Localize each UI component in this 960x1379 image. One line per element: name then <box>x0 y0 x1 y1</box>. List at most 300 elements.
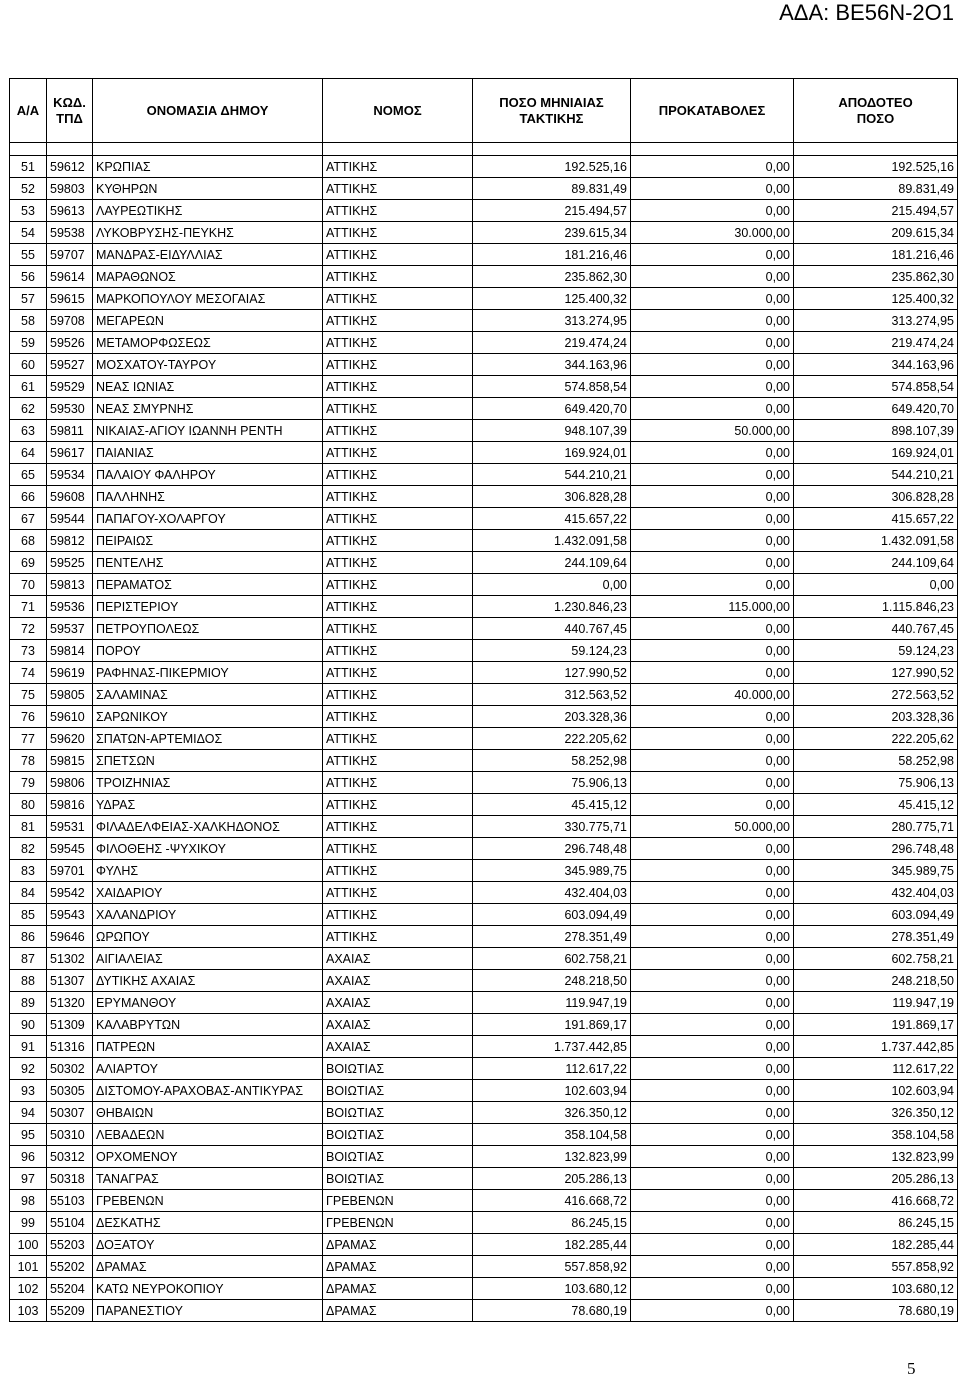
row-municipality: ΚΑΤΩ ΝΕΥΡΟΚΟΠΙΟΥ <box>93 1278 323 1300</box>
table-row <box>10 684 958 706</box>
row-prefecture: ΔΡΑΜΑΣ <box>323 1278 473 1300</box>
row-code: 55103 <box>47 1190 93 1212</box>
row-number: 100 <box>10 1234 47 1256</box>
row-prefecture: ΒΟΙΩΤΙΑΣ <box>323 1102 473 1124</box>
row-number: 89 <box>10 992 47 1014</box>
row-municipality: ΑΛΙΑΡΤΟΥ <box>93 1058 323 1080</box>
row-number: 85 <box>10 904 47 926</box>
row-payable-amount: 235.862,30 <box>794 266 958 288</box>
row-municipality: ΘΗΒΑΙΩΝ <box>93 1102 323 1124</box>
row-monthly-amount: 235.862,30 <box>473 266 631 288</box>
row-code: 51309 <box>47 1014 93 1036</box>
table-row <box>10 398 958 420</box>
row-municipality: ΠΑΛΛΗΝΗΣ <box>93 486 323 508</box>
row-number: 87 <box>10 948 47 970</box>
row-monthly-amount: 75.906,13 <box>473 772 631 794</box>
table-row <box>10 970 958 992</box>
row-payable-amount: 86.245,15 <box>794 1212 958 1234</box>
row-municipality: ΛΑΥΡΕΩΤΙΚΗΣ <box>93 200 323 222</box>
row-monthly-amount: 203.328,36 <box>473 706 631 728</box>
row-municipality: ΝΙΚΑΙΑΣ-ΑΓΙΟΥ ΙΩΑΝΝΗ ΡΕΝΤΗ <box>93 420 323 442</box>
row-advances: 0,00 <box>631 486 794 508</box>
row-number: 54 <box>10 222 47 244</box>
row-number: 84 <box>10 882 47 904</box>
row-municipality: ΔΟΞΑΤΟΥ <box>93 1234 323 1256</box>
row-number: 88 <box>10 970 47 992</box>
row-monthly-amount: 432.404,03 <box>473 882 631 904</box>
row-payable-amount: 416.668,72 <box>794 1190 958 1212</box>
row-payable-amount: 313.274,95 <box>794 310 958 332</box>
row-advances: 0,00 <box>631 552 794 574</box>
table-row <box>10 486 958 508</box>
row-code: 59542 <box>47 882 93 904</box>
row-payable-amount: 1.432.091,58 <box>794 530 958 552</box>
row-advances: 0,00 <box>631 772 794 794</box>
row-monthly-amount: 45.415,12 <box>473 794 631 816</box>
row-code: 55104 <box>47 1212 93 1234</box>
row-monthly-amount: 215.494,57 <box>473 200 631 222</box>
row-prefecture: ΑΤΤΙΚΗΣ <box>323 244 473 266</box>
row-advances: 0,00 <box>631 750 794 772</box>
row-payable-amount: 181.216,46 <box>794 244 958 266</box>
row-prefecture: ΔΡΑΜΑΣ <box>323 1256 473 1278</box>
row-prefecture: ΑΤΤΙΚΗΣ <box>323 442 473 464</box>
row-monthly-amount: 948.107,39 <box>473 420 631 442</box>
row-municipality: ΧΑΛΑΝΔΡΙΟΥ <box>93 904 323 926</box>
row-prefecture: ΑΤΤΙΚΗΣ <box>323 684 473 706</box>
row-advances: 0,00 <box>631 860 794 882</box>
row-number: 75 <box>10 684 47 706</box>
row-payable-amount: 345.989,75 <box>794 860 958 882</box>
row-code: 51316 <box>47 1036 93 1058</box>
row-advances: 0,00 <box>631 1124 794 1146</box>
row-municipality: ΓΡΕΒΕΝΩΝ <box>93 1190 323 1212</box>
row-number: 78 <box>10 750 47 772</box>
row-number: 71 <box>10 596 47 618</box>
row-number: 59 <box>10 332 47 354</box>
row-advances: 0,00 <box>631 706 794 728</box>
row-monthly-amount: 557.858,92 <box>473 1256 631 1278</box>
row-code: 59538 <box>47 222 93 244</box>
row-prefecture: ΑΤΤΙΚΗΣ <box>323 574 473 596</box>
row-prefecture: ΑΧΑΙΑΣ <box>323 992 473 1014</box>
row-monthly-amount: 312.563,52 <box>473 684 631 706</box>
row-advances: 0,00 <box>631 574 794 596</box>
table-row <box>10 838 958 860</box>
row-advances: 40.000,00 <box>631 684 794 706</box>
row-monthly-amount: 248.218,50 <box>473 970 631 992</box>
row-municipality: ΑΙΓΙΑΛΕΙΑΣ <box>93 948 323 970</box>
row-advances: 0,00 <box>631 838 794 860</box>
row-code: 59815 <box>47 750 93 772</box>
row-municipality: ΤΑΝΑΓΡΑΣ <box>93 1168 323 1190</box>
row-municipality: ΜΕΤΑΜΟΡΦΩΣΕΩΣ <box>93 332 323 354</box>
row-monthly-amount: 440.767,45 <box>473 618 631 640</box>
row-advances: 0,00 <box>631 200 794 222</box>
row-payable-amount: 557.858,92 <box>794 1256 958 1278</box>
row-monthly-amount: 58.252,98 <box>473 750 631 772</box>
row-code: 59620 <box>47 728 93 750</box>
row-code: 55204 <box>47 1278 93 1300</box>
row-monthly-amount: 244.109,64 <box>473 552 631 574</box>
row-advances: 0,00 <box>631 464 794 486</box>
row-prefecture: ΑΤΤΙΚΗΣ <box>323 156 473 178</box>
table-row <box>10 794 958 816</box>
row-municipality: ΠΕΤΡΟΥΠΟΛΕΩΣ <box>93 618 323 640</box>
row-code: 59613 <box>47 200 93 222</box>
table-row <box>10 816 958 838</box>
row-monthly-amount: 603.094,49 <box>473 904 631 926</box>
row-code: 59614 <box>47 266 93 288</box>
row-monthly-amount: 602.758,21 <box>473 948 631 970</box>
row-prefecture: ΑΤΤΙΚΗΣ <box>323 882 473 904</box>
row-municipality: ΜΑΡΚΟΠΟΥΛΟΥ ΜΕΣΟΓΑΙΑΣ <box>93 288 323 310</box>
table-row <box>10 200 958 222</box>
row-municipality: ΠΕΝΤΕΛΗΣ <box>93 552 323 574</box>
table-row <box>10 1014 958 1036</box>
row-payable-amount: 125.400,32 <box>794 288 958 310</box>
table-row <box>10 728 958 750</box>
row-payable-amount: 215.494,57 <box>794 200 958 222</box>
row-advances: 0,00 <box>631 882 794 904</box>
row-monthly-amount: 544.210,21 <box>473 464 631 486</box>
table-row <box>10 266 958 288</box>
row-payable-amount: 603.094,49 <box>794 904 958 926</box>
row-code: 59811 <box>47 420 93 442</box>
row-prefecture: ΑΤΤΙΚΗΣ <box>323 926 473 948</box>
row-payable-amount: 602.758,21 <box>794 948 958 970</box>
row-prefecture: ΑΤΤΙΚΗΣ <box>323 552 473 574</box>
column-header-payable-amount: ΑΠΟΔΟΤΕΟ ΠΟΣΟ <box>794 79 958 143</box>
row-monthly-amount: 102.603,94 <box>473 1080 631 1102</box>
row-code: 50302 <box>47 1058 93 1080</box>
row-municipality: ΣΑΡΩΝΙΚΟΥ <box>93 706 323 728</box>
row-prefecture: ΑΧΑΙΑΣ <box>323 1036 473 1058</box>
row-advances: 0,00 <box>631 530 794 552</box>
row-advances: 0,00 <box>631 442 794 464</box>
row-prefecture: ΑΤΤΙΚΗΣ <box>323 728 473 750</box>
row-code: 59619 <box>47 662 93 684</box>
row-monthly-amount: 112.617,22 <box>473 1058 631 1080</box>
row-code: 59545 <box>47 838 93 860</box>
row-prefecture: ΒΟΙΩΤΙΑΣ <box>323 1080 473 1102</box>
table-row <box>10 1190 958 1212</box>
row-prefecture: ΑΤΤΙΚΗΣ <box>323 266 473 288</box>
row-payable-amount: 127.990,52 <box>794 662 958 684</box>
table-row <box>10 464 958 486</box>
row-number: 66 <box>10 486 47 508</box>
row-code: 59708 <box>47 310 93 332</box>
table-row <box>10 948 958 970</box>
row-payable-amount: 649.420,70 <box>794 398 958 420</box>
row-prefecture: ΑΤΤΙΚΗΣ <box>323 200 473 222</box>
row-code: 51307 <box>47 970 93 992</box>
row-payable-amount: 440.767,45 <box>794 618 958 640</box>
row-municipality: ΜΕΓΑΡΕΩΝ <box>93 310 323 332</box>
row-prefecture: ΑΤΤΙΚΗΣ <box>323 420 473 442</box>
row-municipality: ΠΑΙΑΝΙΑΣ <box>93 442 323 464</box>
row-number: 101 <box>10 1256 47 1278</box>
row-number: 91 <box>10 1036 47 1058</box>
row-municipality: ΝΕΑΣ ΙΩΝΙΑΣ <box>93 376 323 398</box>
table-row <box>10 1146 958 1168</box>
table-row <box>10 178 958 200</box>
row-municipality: ΜΟΣΧΑΤΟΥ-ΤΑΥΡΟΥ <box>93 354 323 376</box>
row-number: 68 <box>10 530 47 552</box>
table-row <box>10 1278 958 1300</box>
row-monthly-amount: 78.680,19 <box>473 1300 631 1322</box>
municipality-payments-table <box>9 78 958 1322</box>
row-monthly-amount: 205.286,13 <box>473 1168 631 1190</box>
row-prefecture: ΑΤΤΙΚΗΣ <box>323 178 473 200</box>
row-number: 82 <box>10 838 47 860</box>
row-number: 53 <box>10 200 47 222</box>
row-advances: 0,00 <box>631 992 794 1014</box>
row-number: 77 <box>10 728 47 750</box>
row-municipality: ΠΕΡΙΣΤΕΡΙΟΥ <box>93 596 323 618</box>
row-municipality: ΜΑΡΑΘΩΝΟΣ <box>93 266 323 288</box>
row-number: 72 <box>10 618 47 640</box>
row-payable-amount: 272.563,52 <box>794 684 958 706</box>
row-payable-amount: 306.828,28 <box>794 486 958 508</box>
row-monthly-amount: 296.748,48 <box>473 838 631 860</box>
table-row <box>10 1058 958 1080</box>
row-municipality: ΦΙΛΟΘΕΗΣ -ΨΥΧΙΚΟΥ <box>93 838 323 860</box>
row-advances: 0,00 <box>631 310 794 332</box>
row-prefecture: ΒΟΙΩΤΙΑΣ <box>323 1168 473 1190</box>
row-prefecture: ΑΤΤΙΚΗΣ <box>323 772 473 794</box>
page-number: 5 <box>907 1359 916 1378</box>
row-number: 52 <box>10 178 47 200</box>
row-code: 59812 <box>47 530 93 552</box>
table-row <box>10 222 958 244</box>
row-prefecture: ΑΤΤΙΚΗΣ <box>323 750 473 772</box>
row-number: 58 <box>10 310 47 332</box>
row-advances: 0,00 <box>631 1036 794 1058</box>
row-municipality: ΝΕΑΣ ΣΜΥΡΝΗΣ <box>93 398 323 420</box>
column-header-aa: Α/Α <box>10 79 47 143</box>
row-code: 59525 <box>47 552 93 574</box>
table-row <box>10 1036 958 1058</box>
table-row <box>10 992 958 1014</box>
table-row <box>10 442 958 464</box>
row-payable-amount: 75.906,13 <box>794 772 958 794</box>
row-payable-amount: 203.328,36 <box>794 706 958 728</box>
row-prefecture: ΑΤΤΙΚΗΣ <box>323 860 473 882</box>
row-payable-amount: 205.286,13 <box>794 1168 958 1190</box>
row-prefecture: ΑΤΤΙΚΗΣ <box>323 618 473 640</box>
row-prefecture: ΑΤΤΙΚΗΣ <box>323 794 473 816</box>
row-payable-amount: 45.415,12 <box>794 794 958 816</box>
row-monthly-amount: 59.124,23 <box>473 640 631 662</box>
row-code: 59610 <box>47 706 93 728</box>
row-monthly-amount: 345.989,75 <box>473 860 631 882</box>
row-municipality: ΧΑΙΔΑΡΙΟΥ <box>93 882 323 904</box>
column-header-municipality: ΟΝΟΜΑΣΙΑ ΔΗΜΟΥ <box>93 79 323 143</box>
column-header-code: ΚΩΔ. ΤΠΔ <box>47 79 93 143</box>
row-monthly-amount: 326.350,12 <box>473 1102 631 1124</box>
row-prefecture: ΑΤΤΙΚΗΣ <box>323 904 473 926</box>
row-advances: 0,00 <box>631 970 794 992</box>
row-code: 51302 <box>47 948 93 970</box>
column-header-prefecture: ΝΟΜΟΣ <box>323 79 473 143</box>
row-advances: 0,00 <box>631 1168 794 1190</box>
row-municipality: ΥΔΡΑΣ <box>93 794 323 816</box>
row-code: 59646 <box>47 926 93 948</box>
row-monthly-amount: 181.216,46 <box>473 244 631 266</box>
spacer-row <box>10 143 958 156</box>
row-monthly-amount: 306.828,28 <box>473 486 631 508</box>
row-monthly-amount: 239.615,34 <box>473 222 631 244</box>
row-monthly-amount: 219.474,24 <box>473 332 631 354</box>
row-municipality: ΠΑΛΑΙΟΥ ΦΑΛΗΡΟΥ <box>93 464 323 486</box>
row-payable-amount: 112.617,22 <box>794 1058 958 1080</box>
row-code: 59526 <box>47 332 93 354</box>
row-payable-amount: 89.831,49 <box>794 178 958 200</box>
row-monthly-amount: 103.680,12 <box>473 1278 631 1300</box>
row-advances: 0,00 <box>631 794 794 816</box>
row-payable-amount: 574.858,54 <box>794 376 958 398</box>
row-advances: 30.000,00 <box>631 222 794 244</box>
row-number: 55 <box>10 244 47 266</box>
row-number: 67 <box>10 508 47 530</box>
row-prefecture: ΑΤΤΙΚΗΣ <box>323 508 473 530</box>
row-number: 64 <box>10 442 47 464</box>
row-advances: 0,00 <box>631 1256 794 1278</box>
table-row <box>10 354 958 376</box>
table-row <box>10 1300 958 1322</box>
row-prefecture: ΑΤΤΙΚΗΣ <box>323 354 473 376</box>
row-number: 73 <box>10 640 47 662</box>
table-row <box>10 1080 958 1102</box>
row-prefecture: ΓΡΕΒΕΝΩΝ <box>323 1190 473 1212</box>
row-municipality: ΠΟΡΟΥ <box>93 640 323 662</box>
table-row <box>10 596 958 618</box>
row-number: 79 <box>10 772 47 794</box>
row-municipality: ΠΑΡΑΝΕΣΤΙΟΥ <box>93 1300 323 1322</box>
row-municipality: ΔΙΣΤΟΜΟΥ-ΑΡΑΧΟΒΑΣ-ΑΝΤΙΚΥΡΑΣ <box>93 1080 323 1102</box>
row-prefecture: ΔΡΑΜΑΣ <box>323 1300 473 1322</box>
row-prefecture: ΑΤΤΙΚΗΣ <box>323 376 473 398</box>
row-advances: 50.000,00 <box>631 816 794 838</box>
row-payable-amount: 209.615,34 <box>794 222 958 244</box>
row-monthly-amount: 182.285,44 <box>473 1234 631 1256</box>
row-monthly-amount: 191.869,17 <box>473 1014 631 1036</box>
table-row <box>10 926 958 948</box>
row-advances: 0,00 <box>631 1190 794 1212</box>
table-row <box>10 420 958 442</box>
row-number: 99 <box>10 1212 47 1234</box>
row-payable-amount: 222.205,62 <box>794 728 958 750</box>
row-advances: 50.000,00 <box>631 420 794 442</box>
row-payable-amount: 244.109,64 <box>794 552 958 574</box>
header-row <box>10 79 958 143</box>
ada-code: ΑΔΑ: ΒΕ56Ν-2Ο1 <box>779 0 954 25</box>
row-payable-amount: 544.210,21 <box>794 464 958 486</box>
row-code: 59803 <box>47 178 93 200</box>
row-advances: 0,00 <box>631 926 794 948</box>
row-payable-amount: 898.107,39 <box>794 420 958 442</box>
table-row <box>10 310 958 332</box>
row-number: 95 <box>10 1124 47 1146</box>
table-row <box>10 552 958 574</box>
row-number: 76 <box>10 706 47 728</box>
row-number: 93 <box>10 1080 47 1102</box>
row-number: 69 <box>10 552 47 574</box>
row-municipality: ΚΑΛΑΒΡΥΤΩΝ <box>93 1014 323 1036</box>
row-number: 80 <box>10 794 47 816</box>
row-code: 59530 <box>47 398 93 420</box>
row-monthly-amount: 169.924,01 <box>473 442 631 464</box>
row-municipality: ΟΡΧΟΜΕΝΟΥ <box>93 1146 323 1168</box>
row-prefecture: ΑΤΤΙΚΗΣ <box>323 662 473 684</box>
row-municipality: ΣΠΑΤΩΝ-ΑΡΤΕΜΙΔΟΣ <box>93 728 323 750</box>
row-number: 57 <box>10 288 47 310</box>
row-code: 59612 <box>47 156 93 178</box>
row-payable-amount: 280.775,71 <box>794 816 958 838</box>
table-row <box>10 156 958 178</box>
table-row <box>10 1256 958 1278</box>
row-code: 55209 <box>47 1300 93 1322</box>
row-municipality: ΚΥΘΗΡΩΝ <box>93 178 323 200</box>
row-municipality: ΠΑΠΑΓΟΥ-ΧΟΛΑΡΓΟΥ <box>93 508 323 530</box>
row-prefecture: ΑΧΑΙΑΣ <box>323 948 473 970</box>
row-payable-amount: 248.218,50 <box>794 970 958 992</box>
row-prefecture: ΑΤΤΙΚΗΣ <box>323 332 473 354</box>
row-municipality: ΤΡΟΙΖΗΝΙΑΣ <box>93 772 323 794</box>
table-row <box>10 904 958 926</box>
row-advances: 0,00 <box>631 1080 794 1102</box>
table-row <box>10 1102 958 1124</box>
row-municipality: ΜΑΝΔΡΑΣ-ΕΙΔΥΛΛΙΑΣ <box>93 244 323 266</box>
row-code: 55202 <box>47 1256 93 1278</box>
row-monthly-amount: 416.668,72 <box>473 1190 631 1212</box>
row-code: 59531 <box>47 816 93 838</box>
row-monthly-amount: 1.737.442,85 <box>473 1036 631 1058</box>
row-municipality: ΠΕΙΡΑΙΩΣ <box>93 530 323 552</box>
row-monthly-amount: 127.990,52 <box>473 662 631 684</box>
table-row <box>10 772 958 794</box>
table-row <box>10 1168 958 1190</box>
row-advances: 0,00 <box>631 1278 794 1300</box>
row-advances: 0,00 <box>631 156 794 178</box>
row-payable-amount: 296.748,48 <box>794 838 958 860</box>
row-number: 102 <box>10 1278 47 1300</box>
row-code: 50310 <box>47 1124 93 1146</box>
row-prefecture: ΑΤΤΙΚΗΣ <box>323 838 473 860</box>
row-code: 59536 <box>47 596 93 618</box>
row-code: 59529 <box>47 376 93 398</box>
row-number: 86 <box>10 926 47 948</box>
row-number: 61 <box>10 376 47 398</box>
row-advances: 115.000,00 <box>631 596 794 618</box>
row-payable-amount: 103.680,12 <box>794 1278 958 1300</box>
row-monthly-amount: 278.351,49 <box>473 926 631 948</box>
row-prefecture: ΒΟΙΩΤΙΑΣ <box>323 1146 473 1168</box>
row-municipality: ΠΕΡΑΜΑΤΟΣ <box>93 574 323 596</box>
row-payable-amount: 0,00 <box>794 574 958 596</box>
row-prefecture: ΑΤΤΙΚΗΣ <box>323 486 473 508</box>
row-number: 74 <box>10 662 47 684</box>
row-monthly-amount: 222.205,62 <box>473 728 631 750</box>
row-number: 51 <box>10 156 47 178</box>
row-advances: 0,00 <box>631 1234 794 1256</box>
row-municipality: ΚΡΩΠΙΑΣ <box>93 156 323 178</box>
row-payable-amount: 58.252,98 <box>794 750 958 772</box>
row-code: 59537 <box>47 618 93 640</box>
row-advances: 0,00 <box>631 1014 794 1036</box>
row-code: 59534 <box>47 464 93 486</box>
